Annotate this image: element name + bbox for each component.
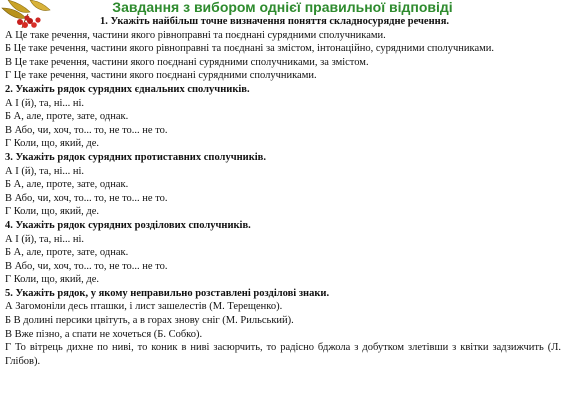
question-1-option-b: Б Це таке речення, частини якого рівноправні та поєднані за змістом, інтонаційно, сурядними сполучниками. xyxy=(5,43,495,55)
question-5-title: 5. Укажіть рядок, у якому неправильно розставлені розділові знаки. xyxy=(5,287,330,299)
question-2-option-a: А І (й), та, ні... ні. xyxy=(5,97,85,109)
page-title: Завдання з вибором однієї правильної відповіді xyxy=(112,0,453,15)
question-3-option-c: В Або, чи, хоч, то... то, не то... не то. xyxy=(5,192,168,204)
question-5-option-b: Б В долині персики цвітуть, а в горах знову сніг (М. Рильський). xyxy=(5,315,294,327)
question-5-option-d: Г То вітрець дихне по ниві, то коник в ниві засюрчить, то радісно бджола з добутком злетівши з квітки задзижчить (Л. Глібов). xyxy=(5,342,561,367)
question-1-option-a: А Це таке речення, частини якого рівноправні та поєднані сурядними сполучниками. xyxy=(5,29,386,41)
question-4-option-b: Б А, але, проте, зате, однак. xyxy=(5,247,129,259)
question-3-option-a: А І (й), та, ні... ні. xyxy=(5,165,85,177)
question-4-title: 4. Укажіть рядок сурядних розділових сполучників. xyxy=(5,219,251,231)
question-4-option-c: В Або, чи, хоч, то... то, не то... не то. xyxy=(5,260,168,272)
question-5-option-a: А Загомоніли десь пташки, і лист зашелестів (М. Терещенко). xyxy=(5,301,283,313)
question-3-title: 3. Укажіть рядок сурядних протиставних сполучників. xyxy=(5,151,266,163)
question-1-option-c: В Це таке речення, частини якого поєднані сурядними сполучниками, за змістом. xyxy=(5,56,369,68)
question-2-option-b: Б А, але, проте, зате, однак. xyxy=(5,111,129,123)
question-4-option-a: А І (й), та, ні... ні. xyxy=(5,233,85,245)
question-2-option-d: Г Коли, що, який, де. xyxy=(5,138,100,150)
question-2-title: 2. Укажіть рядок сурядних єднальних сполучників. xyxy=(5,83,250,95)
question-3-option-d: Г Коли, що, який, де. xyxy=(5,206,100,218)
question-5-option-c: В Вже пізно, а спати не хочеться (Б. Собко). xyxy=(5,328,203,340)
test-content xyxy=(5,15,561,368)
question-3-option-b: Б А, але, проте, зате, однак. xyxy=(5,179,129,191)
question-4-option-d: Г Коли, що, який, де. xyxy=(5,274,100,286)
question-1-option-d: Г Це таке речення, частини якого поєднані сурядними сполучниками. xyxy=(5,70,317,82)
question-2-option-c: В Або, чи, хоч, то... то, не то... не то. xyxy=(5,124,168,136)
question-1-title: 1. Укажіть найбільш точне визначення поняття складносурядне речення. xyxy=(100,16,450,27)
